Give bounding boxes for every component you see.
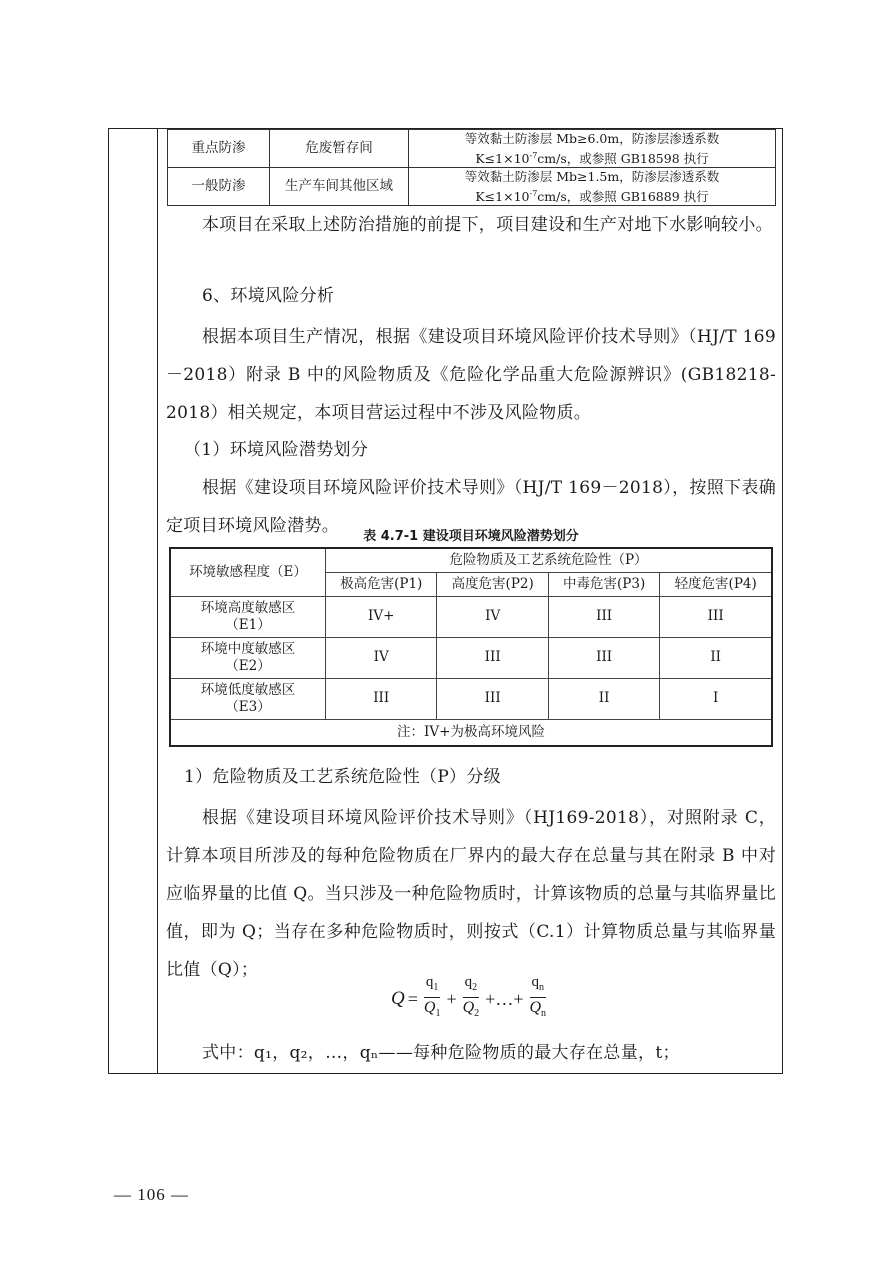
denominator-sub: n	[541, 1008, 547, 1020]
header-p1: 极高危害(P1)	[326, 572, 437, 596]
sensitivity-label	[170, 637, 326, 678]
risk-potential-table	[169, 547, 773, 747]
subheading-hazard-grading: 1）危险物质及工艺系统危险性（P）分级	[184, 767, 501, 787]
sensitivity-code: （E2）	[225, 657, 271, 674]
formula-term-2	[463, 974, 480, 1024]
table-row	[168, 168, 776, 206]
header-p3: 中毒危害(P3)	[548, 572, 659, 596]
table-caption: 表 4.7-1 建设项目环境风险潜势划分	[363, 529, 579, 544]
sensitivity-name: 环境中度敏感区	[200, 640, 296, 657]
table-note-row	[170, 719, 772, 746]
sensitivity-code: （E3）	[225, 698, 271, 715]
seepage-table	[167, 129, 776, 206]
formula-plus: +	[446, 988, 457, 1009]
numerator: q	[464, 974, 473, 990]
page-number: — 106 —	[114, 1185, 189, 1204]
requirement-line1: 等效黏土防渗层 Mb≥6.0m，防渗层渗透系数	[464, 131, 720, 146]
formula-term-1	[424, 974, 441, 1024]
formula-ellipsis: +…+	[485, 988, 524, 1009]
requirement-exponent: -7	[529, 189, 538, 198]
numerator-sub: 1	[433, 982, 439, 993]
numerator-sub: n	[539, 982, 545, 993]
subheading-risk-potential: （1）环境风险潜势划分	[184, 440, 369, 460]
sensitivity-name: 环境高度敏感区	[200, 599, 296, 616]
table-row	[170, 637, 772, 678]
paragraph-formula-legend: 式中：q₁，q₂，…，qₙ——每种危险物质的最大存在总量，t；	[202, 1043, 680, 1063]
paragraph-groundwater-impact: 本项目在采取上述防治措施的前提下，项目建设和生产对地下水影响较小。	[202, 215, 773, 235]
requirement-k: K≤1×10	[475, 189, 530, 204]
seepage-level: 重点防渗	[168, 130, 270, 168]
paragraph-risk-materials: 根据本项目生产情况，根据《建设项目环境风险评价技术导则》（HJ/T 169－2018）附录 B 中的风险物质及《危险化学品重大危险源辨识》(GB18218-2018）相关规定，本项目营运过程中不涉及风险物质。	[166, 327, 776, 423]
table-header-row	[170, 548, 772, 572]
risk-cell: IV+	[326, 596, 437, 637]
numerator-sub: 2	[472, 982, 478, 993]
section-heading-risk-analysis: 6、环境风险分析	[202, 286, 335, 306]
paragraph-risk-potential-intro: 根据《建设项目环境风险评价技术导则》（HJ/T 169－2018），按照下表确定项目环境风险潜势。	[166, 478, 776, 536]
sensitivity-label	[170, 596, 326, 637]
document-frame	[108, 128, 783, 1074]
risk-cell: III	[437, 678, 548, 719]
seepage-requirement	[409, 168, 776, 206]
table-row	[168, 130, 776, 168]
seepage-area: 生产车间其他区域	[270, 168, 409, 206]
numerator: q	[531, 974, 540, 990]
table-row	[170, 596, 772, 637]
risk-cell: IV	[326, 637, 437, 678]
risk-cell: III	[437, 637, 548, 678]
numerator: q	[425, 974, 434, 990]
risk-cell: IV	[437, 596, 548, 637]
q-formula	[391, 974, 549, 1024]
sensitivity-code: （E1）	[225, 616, 271, 633]
denominator: Q	[529, 999, 542, 1016]
requirement-k: K≤1×10	[475, 151, 530, 166]
risk-cell: I	[660, 678, 772, 719]
denominator-sub: 1	[435, 1008, 441, 1020]
header-p4: 轻度危害(P4)	[660, 572, 772, 596]
header-p2: 高度危害(P2)	[437, 572, 548, 596]
denominator: Q	[423, 999, 436, 1016]
requirement-line2: cm/s，或参照 GB16889 执行	[537, 189, 709, 204]
frame-divider	[157, 129, 158, 1073]
risk-cell: III	[548, 596, 659, 637]
risk-cell: III	[326, 678, 437, 719]
table-row	[170, 678, 772, 719]
header-sensitivity: 环境敏感程度（E）	[170, 548, 326, 596]
requirement-exponent: -7	[529, 151, 538, 160]
formula-term-n	[529, 974, 546, 1024]
formula-lhs: Q	[391, 988, 405, 1010]
requirement-line1: 等效黏土防渗层 Mb≥1.5m，防渗层渗透系数	[464, 169, 720, 184]
table-note: 注：IV+为极高环境风险	[170, 719, 772, 746]
risk-cell: II	[548, 678, 659, 719]
risk-cell: III	[660, 596, 772, 637]
formula-equals: =	[407, 988, 418, 1009]
header-hazard: 危险物质及工艺系统危险性（P）	[326, 548, 773, 572]
sensitivity-name: 环境低度敏感区	[200, 681, 296, 698]
paragraph-q-calculation: 根据《建设项目环境风险评价技术导则》（HJ169-2018），对照附录 C，计算本项目所涉及的每种危险物质在厂界内的最大存在总量与其在附录 B 中对应临界量的比值 Q。当只涉及一种危险物质时，计算该物质的总量与其临界量比值，即为 Q；当存在多种危险物质时，则按式（C.1）计算物质总量与其临界量比值（Q）；	[166, 808, 776, 980]
seepage-level: 一般防渗	[168, 168, 270, 206]
seepage-requirement	[409, 130, 776, 168]
requirement-line2: cm/s，或参照 GB18598 执行	[537, 151, 709, 166]
risk-cell: II	[660, 637, 772, 678]
sensitivity-label	[170, 678, 326, 719]
seepage-area: 危废暂存间	[270, 130, 409, 168]
risk-cell: III	[548, 637, 659, 678]
denominator-sub: 2	[474, 1008, 480, 1020]
denominator: Q	[462, 999, 475, 1016]
